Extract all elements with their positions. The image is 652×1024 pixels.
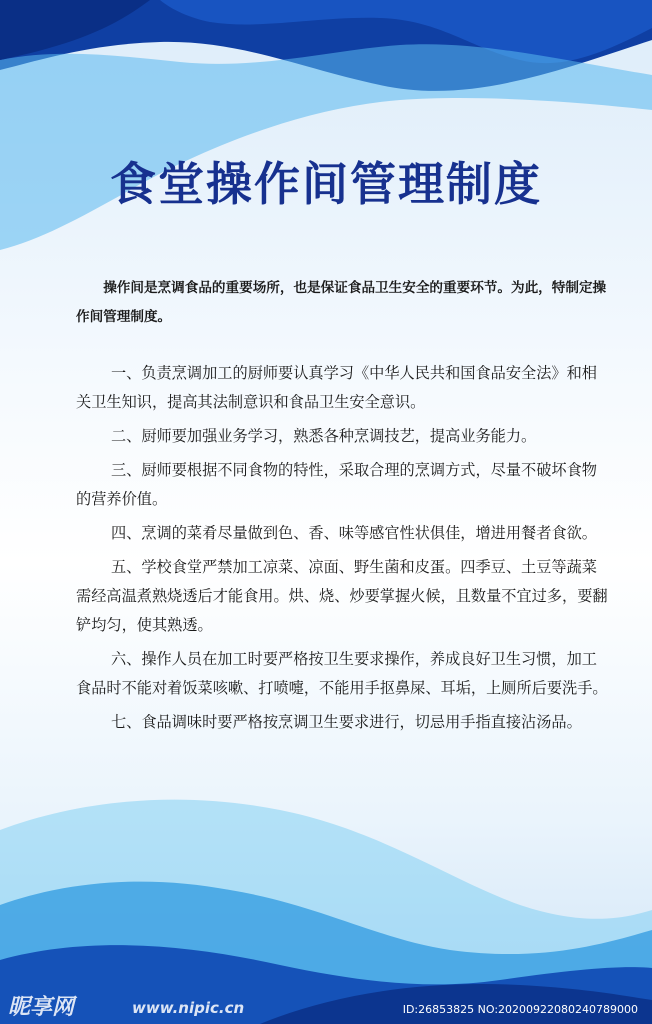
watermark-site: www.nipic.cn [132,999,245,1017]
poster-title: 食堂操作间管理制度 [110,157,542,211]
intro-paragraph: 操作间是烹调食品的重要场所，也是保证食品卫生安全的重要环节。为此，特制定操作间管理制度。 [76,280,607,325]
image-id-text: ID:26853825 NO:20200922080240789000 [402,1003,638,1016]
rule-item-7: 七、食品调味时要严格按烹调卫生要求进行，切忌用手指直接沾汤品。 [110,713,582,731]
rule-item-5: 五、学校食堂严禁加工凉菜、凉面、野生菌和皮蛋。四季豆、土豆等蔬菜需经高温煮熟烧透后才能食用。烘、烧、炒要掌握火候，且数量不宜过多，要翻铲均匀，使其熟透。 [76,558,608,634]
watermark-bar [0,996,652,1024]
watermark-logo: 昵享网 [8,995,75,1020]
rule-item-2: 二、厨师要加强业务学习，熟悉各种烹调技艺，提高业务能力。 [110,427,537,445]
poster-body [76,274,612,742]
rule-item-1: 一、负责烹调加工的厨师要认真学习《中华人民共和国食品安全法》和相关卫生知识，提高其法制意识和食品卫生安全意识。 [76,364,597,411]
rule-item-4: 四、烹调的菜肴尽量做到色、香、味等感官性状俱佳，增进用餐者食欲。 [110,524,597,542]
rule-item-6: 六、操作人员在加工时要严格按卫生要求操作，养成良好卫生习惯，加工食品时不能对着饭菜咳嗽、打喷嚏，不能用手抠鼻屎、耳垢，上厕所后要洗手。 [76,650,608,697]
rule-item-3: 三、厨师要根据不同食物的特性，采取合理的烹调方式，尽量不破坏食物的营养价值。 [76,461,597,508]
